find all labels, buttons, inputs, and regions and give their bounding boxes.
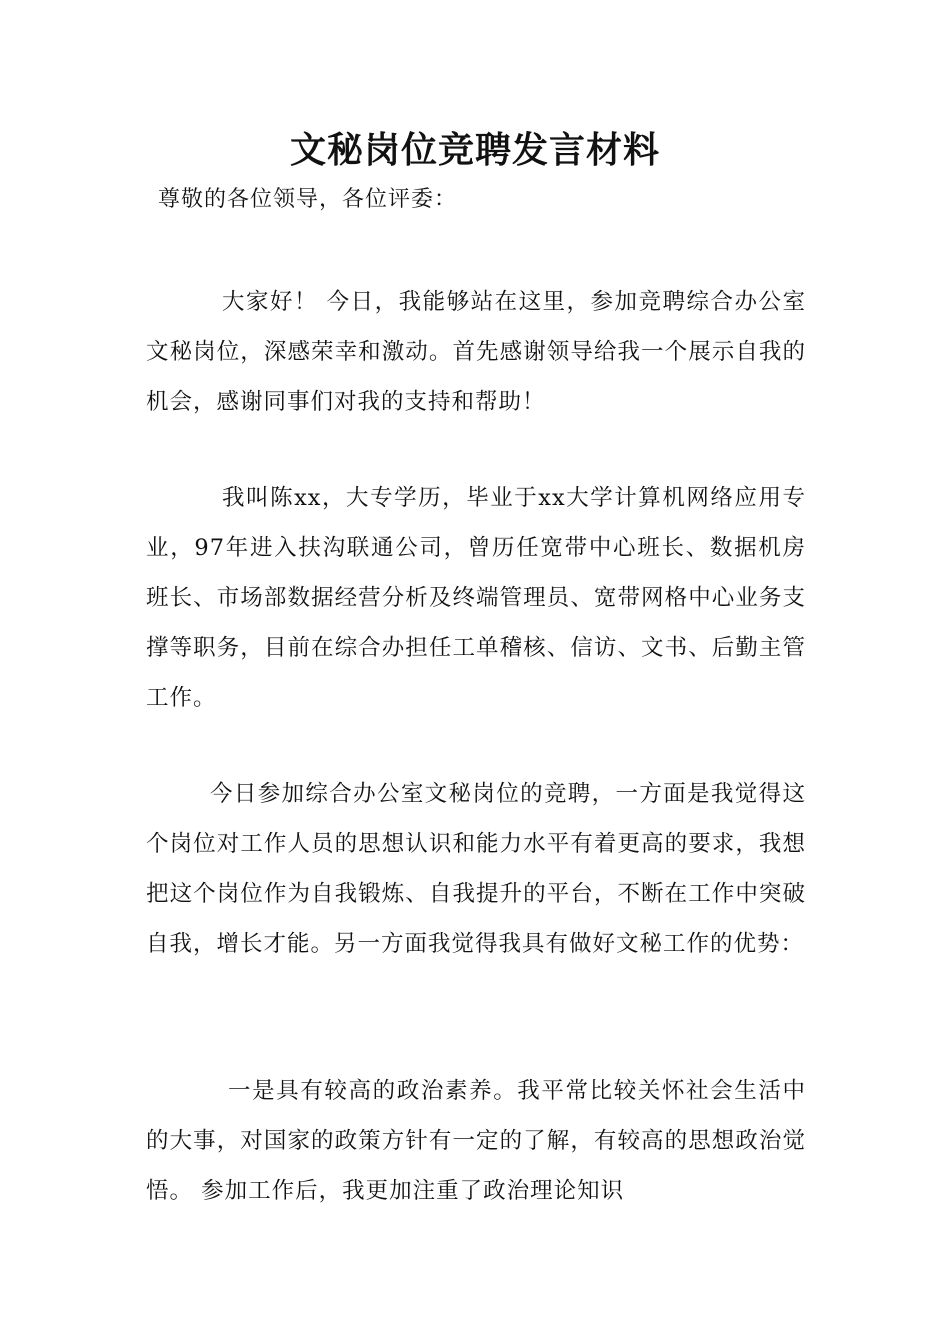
paragraph-political-quality: 一是具有较高的政治素养。我平常比较关怀社会生活中的大事，对国家的政策方针有一定的了解，有较高的思想政治觉悟。 参加工作后，我更加注重了政治理论知识 bbox=[146, 1078, 806, 1204]
paragraph-motivation: 今日参加综合办公室文秘岗位的竞聘，一方面是我觉得这个岗位对工作人员的思想认识和能力水平有着更高的要求，我想把这个岗位作为自我锻炼、自我提升的平台，不断在工作中突破自我，增长才能。另一方面我觉得我具有做好文秘工作的优势： bbox=[146, 781, 806, 957]
salutation: 尊敬的各位领导，各位评委： bbox=[158, 187, 458, 212]
document-title: 文秘岗位竞聘发言材料 bbox=[289, 129, 660, 171]
paragraph-greeting: 大家好！ 今日，我能够站在这里，参加竞聘综合办公室文秘岗位，深感荣幸和激动。首先感谢领导给我一个展示自我的机会，感谢同事们对我的支持和帮助！ bbox=[146, 289, 806, 415]
paragraph-introduction: 我叫陈xx，大专学历，毕业于xx大学计算机网络应用专业，97年进入扶沟联通公司，曾历任宽带中心班长、数据机房班长、市场部数据经营分析及终端管理员、宽带网格中心业务支撑等职务，目前在综合办担任工单稽核、信访、文书、后勤主管工作。 bbox=[146, 485, 806, 711]
